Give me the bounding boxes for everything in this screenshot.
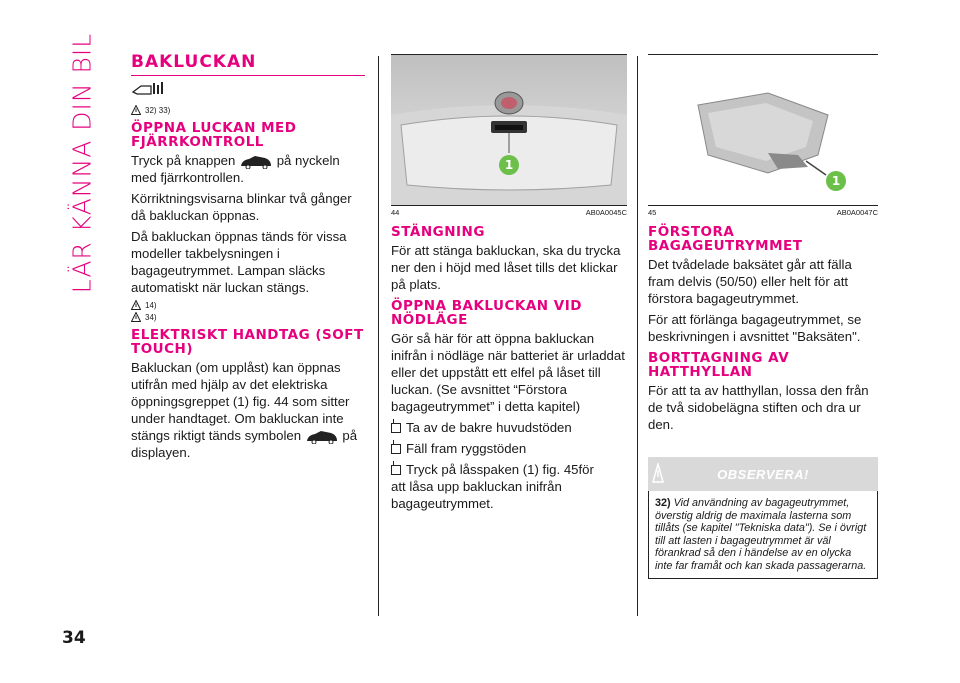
list-item: Tryck på låsspaken (1) fig. 45för <box>391 461 627 482</box>
figure-caption: 45 AB0A0047C <box>648 208 878 217</box>
callout-1: 1 <box>499 155 519 175</box>
warning-refs: 32) 33) <box>131 105 367 115</box>
column-2 <box>391 52 627 516</box>
page-number: 34 <box>62 628 86 648</box>
tailgate-photo <box>391 55 627 205</box>
warning-box-header: OBSERVERA! <box>648 457 878 491</box>
heading-remove-shelf: BORTTAGNING AV HATTHYLLAN <box>648 350 790 380</box>
paragraph: att låsa upp bakluckan inifrån bagageutrymmet. <box>391 479 562 511</box>
column-1 <box>131 52 367 465</box>
warning-icon <box>131 300 141 310</box>
column-3 <box>648 52 878 579</box>
warning-refs: 14) <box>131 300 367 310</box>
heading-soft-touch: ELEKTRISKT HANDTAG (SOFT TOUCH) <box>131 327 364 357</box>
paragraph: Körriktningsvisarna blinkar två gånger då bakluckan öppnas. <box>131 191 352 223</box>
warning-icon <box>131 312 141 322</box>
tailgate-warning-icon <box>305 430 339 444</box>
column-divider <box>378 56 379 616</box>
warning-box-text: 32) Vid användning av bagageutrymmet, överstig aldrig de maximala lasterna som tillåts (se kapitel "Tekniska data"). Se i övrigt till att lasten i bagageutrymmet är väl förankrad så den i händelse av en olycka inte far framåt och kan skada passagerarna. <box>648 491 878 579</box>
paragraph: Tryck på knappen på nyckeln med fjärrkontrollen. <box>131 153 340 185</box>
paragraph: Det tvådelade baksätet går att fälla fram delvis (50/50) eller helt för att förstora bagageutrymmet. <box>648 257 852 306</box>
heading-closing: STÄNGNING <box>391 224 485 240</box>
paragraph: Då bakluckan öppnas tänds för vissa modeller takbelysningen i bagageutrymmet. Lampan släcks automatiskt när luckan stängs. <box>131 229 347 295</box>
paragraph: Gör så här för att öppna bakluckan inifrån i nödläge när batteriet är urladdat eller det uppstått ett elfel på låset till luckan. (Se avsnittet “Förstora bagageutrymmet” i detta kapitel) <box>391 331 625 414</box>
warning-icon <box>652 463 664 483</box>
trunk-button-icon <box>239 155 273 169</box>
column-divider <box>637 56 638 616</box>
tailgate-open-icon <box>131 80 167 98</box>
warning-refs: 34) <box>131 312 367 322</box>
heading-open-remote: ÖPPNA LUCKAN MED FJÄRRKONTROLL <box>131 120 297 150</box>
paragraph: För att ta av hatthyllan, lossa den från de två sidobelägna stiften och dra ur den. <box>648 383 869 432</box>
paragraph: För att förlänga bagageutrymmet, se beskrivningen i avsnittet "Baksäten". <box>648 312 862 344</box>
side-chapter-title: LÄR KÄNNA DIN BIL <box>67 32 97 294</box>
title-underline <box>131 75 365 76</box>
paragraph: Bakluckan (om upplåst) kan öppnas utifrån med hjälp av det elektriska öppningsgreppet (1) fig. 44 som sitter under handtaget. Om bakluckan inte stängs riktigt tänds symbolen på displayen. <box>131 360 358 460</box>
warning-icon <box>131 105 141 115</box>
heading-enlarge: FÖRSTORA BAGAGEUTRYMMET <box>648 224 803 254</box>
figure-tailgate-handle <box>391 54 627 206</box>
figure-lock-lever <box>648 54 878 206</box>
figure-caption: 44 AB0A0045C <box>391 208 627 217</box>
callout-1: 1 <box>826 171 846 191</box>
section-title: BAKLUCKAN <box>131 52 257 72</box>
heading-emergency: ÖPPNA BAKLUCKAN VID NÖDLÄGE <box>391 298 582 328</box>
list-item: Fäll fram ryggstöden <box>391 440 627 461</box>
paragraph: För att stänga bakluckan, ska du trycka ner den i höjd med låset tills det klickar på plats. <box>391 243 621 292</box>
list-item: Ta av de bakre huvudstöden <box>391 419 627 440</box>
